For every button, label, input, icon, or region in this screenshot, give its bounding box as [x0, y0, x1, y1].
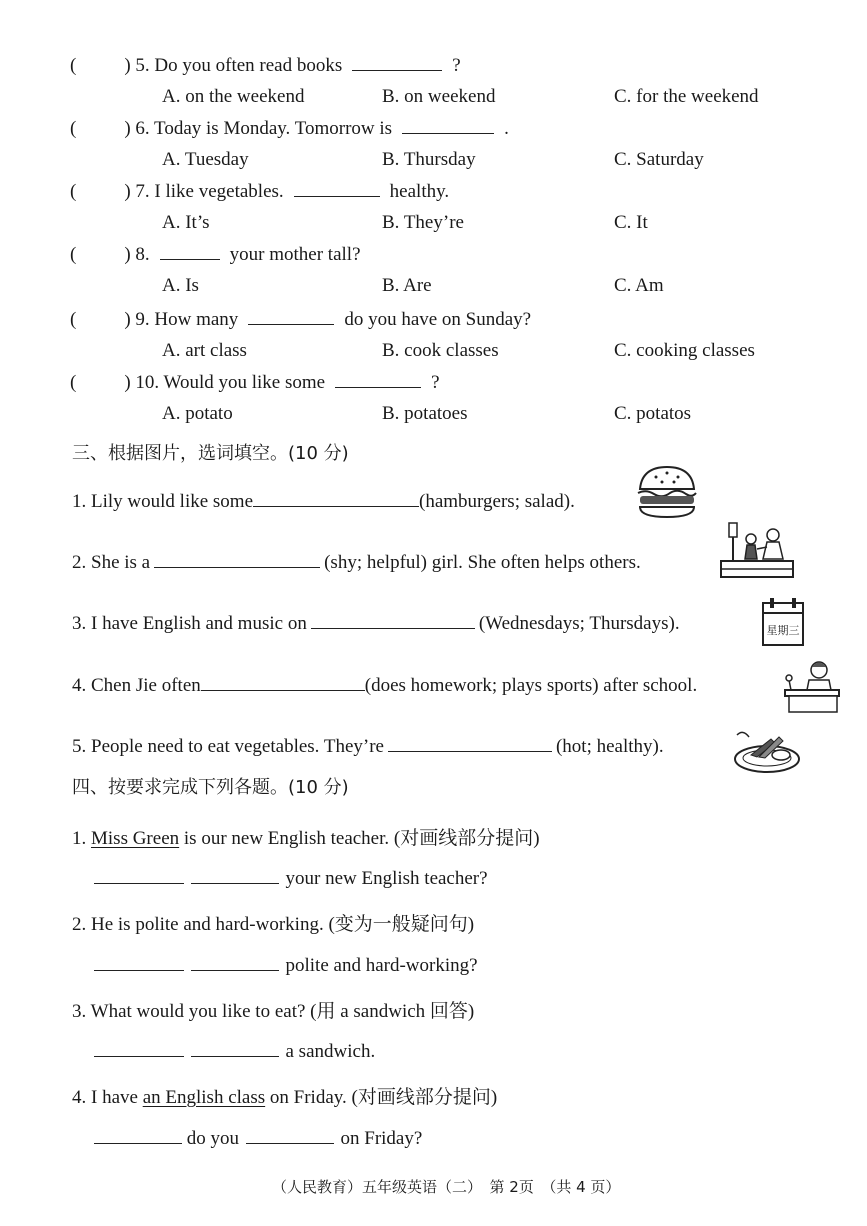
option-c[interactable]: C. Am [614, 275, 664, 296]
hamburger-icon [634, 463, 700, 521]
option-b[interactable]: B. cook classes [382, 340, 499, 361]
fill-blank[interactable] [311, 627, 475, 629]
option-b[interactable]: B. Thursday [382, 149, 476, 170]
page-footer: （人民教育）五年级英语（二） 第 2页 （共 4 页） [272, 1178, 621, 1196]
option-b[interactable]: B. potatoes [382, 403, 468, 424]
s4-answer-4: do you on Friday? [94, 1128, 422, 1150]
question-7: ( ) 7. I like vegetables. healthy. [70, 181, 450, 202]
s3-item-5: 5. People need to eat vegetables. They’re (hot; healthy). [72, 736, 664, 757]
calendar-weekday: 星期三 [766, 624, 800, 637]
question-blank [160, 258, 220, 260]
question-blank [335, 386, 421, 388]
s4-question-4: 4. I have an English class on Friday. (对画线部分提问) [72, 1087, 498, 1108]
answer-paren-open[interactable]: ( [70, 244, 77, 265]
answer-blank[interactable] [94, 969, 184, 971]
answer-blank[interactable] [191, 969, 279, 971]
question-6: ( ) 6. Today is Monday. Tomorrow is . [70, 118, 509, 139]
fill-blank[interactable] [201, 689, 365, 691]
underlined-phrase: Miss Green [91, 828, 180, 849]
option-b[interactable]: B. Are [382, 275, 432, 296]
answer-paren-open[interactable]: ( [70, 181, 77, 202]
s4-question-1: 1. Miss Green is our new English teacher. (对画线部分提问) [72, 828, 540, 849]
fill-blank[interactable] [253, 505, 419, 507]
s3-item-1: 1. Lily would like some (hamburgers; salad). [72, 491, 575, 512]
question-blank [248, 323, 334, 325]
option-a[interactable]: A. Tuesday [162, 149, 249, 170]
fill-blank[interactable] [388, 750, 552, 752]
answer-paren-open[interactable]: ( [70, 372, 77, 393]
option-a[interactable]: A. It’s [162, 212, 210, 233]
option-a[interactable]: A. on the weekend [162, 86, 305, 107]
answer-paren-open[interactable]: ( [70, 118, 77, 139]
vegetable-plate-icon [733, 725, 801, 775]
option-b[interactable]: B. They’re [382, 212, 464, 233]
question-9: ( ) 9. How many do you have on Sunday? [70, 309, 532, 330]
calendar-icon [760, 597, 806, 649]
s4-answer-2: polite and hard-working? [94, 955, 478, 977]
option-a[interactable]: A. art class [162, 340, 247, 361]
option-a[interactable]: A. potato [162, 403, 233, 424]
question-8: ( ) 8. your mother tall? [70, 244, 361, 265]
helping-people-icon [717, 519, 797, 583]
s4-question-2: 2. He is polite and hard-working. (变为一般疑问句) [72, 914, 475, 935]
question-blank [294, 195, 380, 197]
section4-heading: 四、按要求完成下列各题。(10 分) [72, 777, 349, 798]
option-b[interactable]: B. on weekend [382, 86, 496, 107]
option-c[interactable]: C. It [614, 212, 648, 233]
answer-blank[interactable] [94, 1142, 182, 1144]
answer-blank[interactable] [94, 882, 184, 884]
option-c[interactable]: C. Saturday [614, 149, 704, 170]
section3-heading: 三、根据图片，选词填空。(10 分) [72, 443, 349, 464]
s3-item-2: 2. She is a (shy; helpful) girl. She often helps others. [72, 552, 641, 573]
question-5: ( ) 5. Do you often read books ? [70, 55, 461, 76]
answer-paren-open[interactable]: ( [70, 55, 77, 76]
question-blank [402, 132, 494, 134]
s4-answer-1: your new English teacher? [94, 868, 488, 890]
option-c[interactable]: C. cooking classes [614, 340, 755, 361]
answer-blank[interactable] [191, 882, 279, 884]
question-10: ( ) 10. Would you like some ? [70, 372, 440, 393]
answer-blank[interactable] [191, 1055, 279, 1057]
option-c[interactable]: C. potatos [614, 403, 692, 424]
answer-blank[interactable] [246, 1142, 334, 1144]
underlined-phrase: an English class [142, 1087, 266, 1108]
answer-blank[interactable] [94, 1055, 184, 1057]
s4-answer-3: a sandwich. [94, 1041, 375, 1063]
s4-question-3: 3. What would you like to eat? (用 a sandwich 回答) [72, 1001, 475, 1022]
s3-item-4: 4. Chen Jie often (does homework; plays sports) after school. [72, 675, 698, 696]
s3-item-3: 3. I have English and music on (Wednesdays; Thursdays). [72, 613, 680, 634]
option-c[interactable]: C. for the weekend [614, 86, 759, 107]
question-blank [352, 69, 442, 71]
answer-paren-open[interactable]: ( [70, 309, 77, 330]
option-a[interactable]: A. Is [162, 275, 199, 296]
fill-blank[interactable] [154, 566, 320, 568]
student-desk-icon [781, 658, 843, 716]
